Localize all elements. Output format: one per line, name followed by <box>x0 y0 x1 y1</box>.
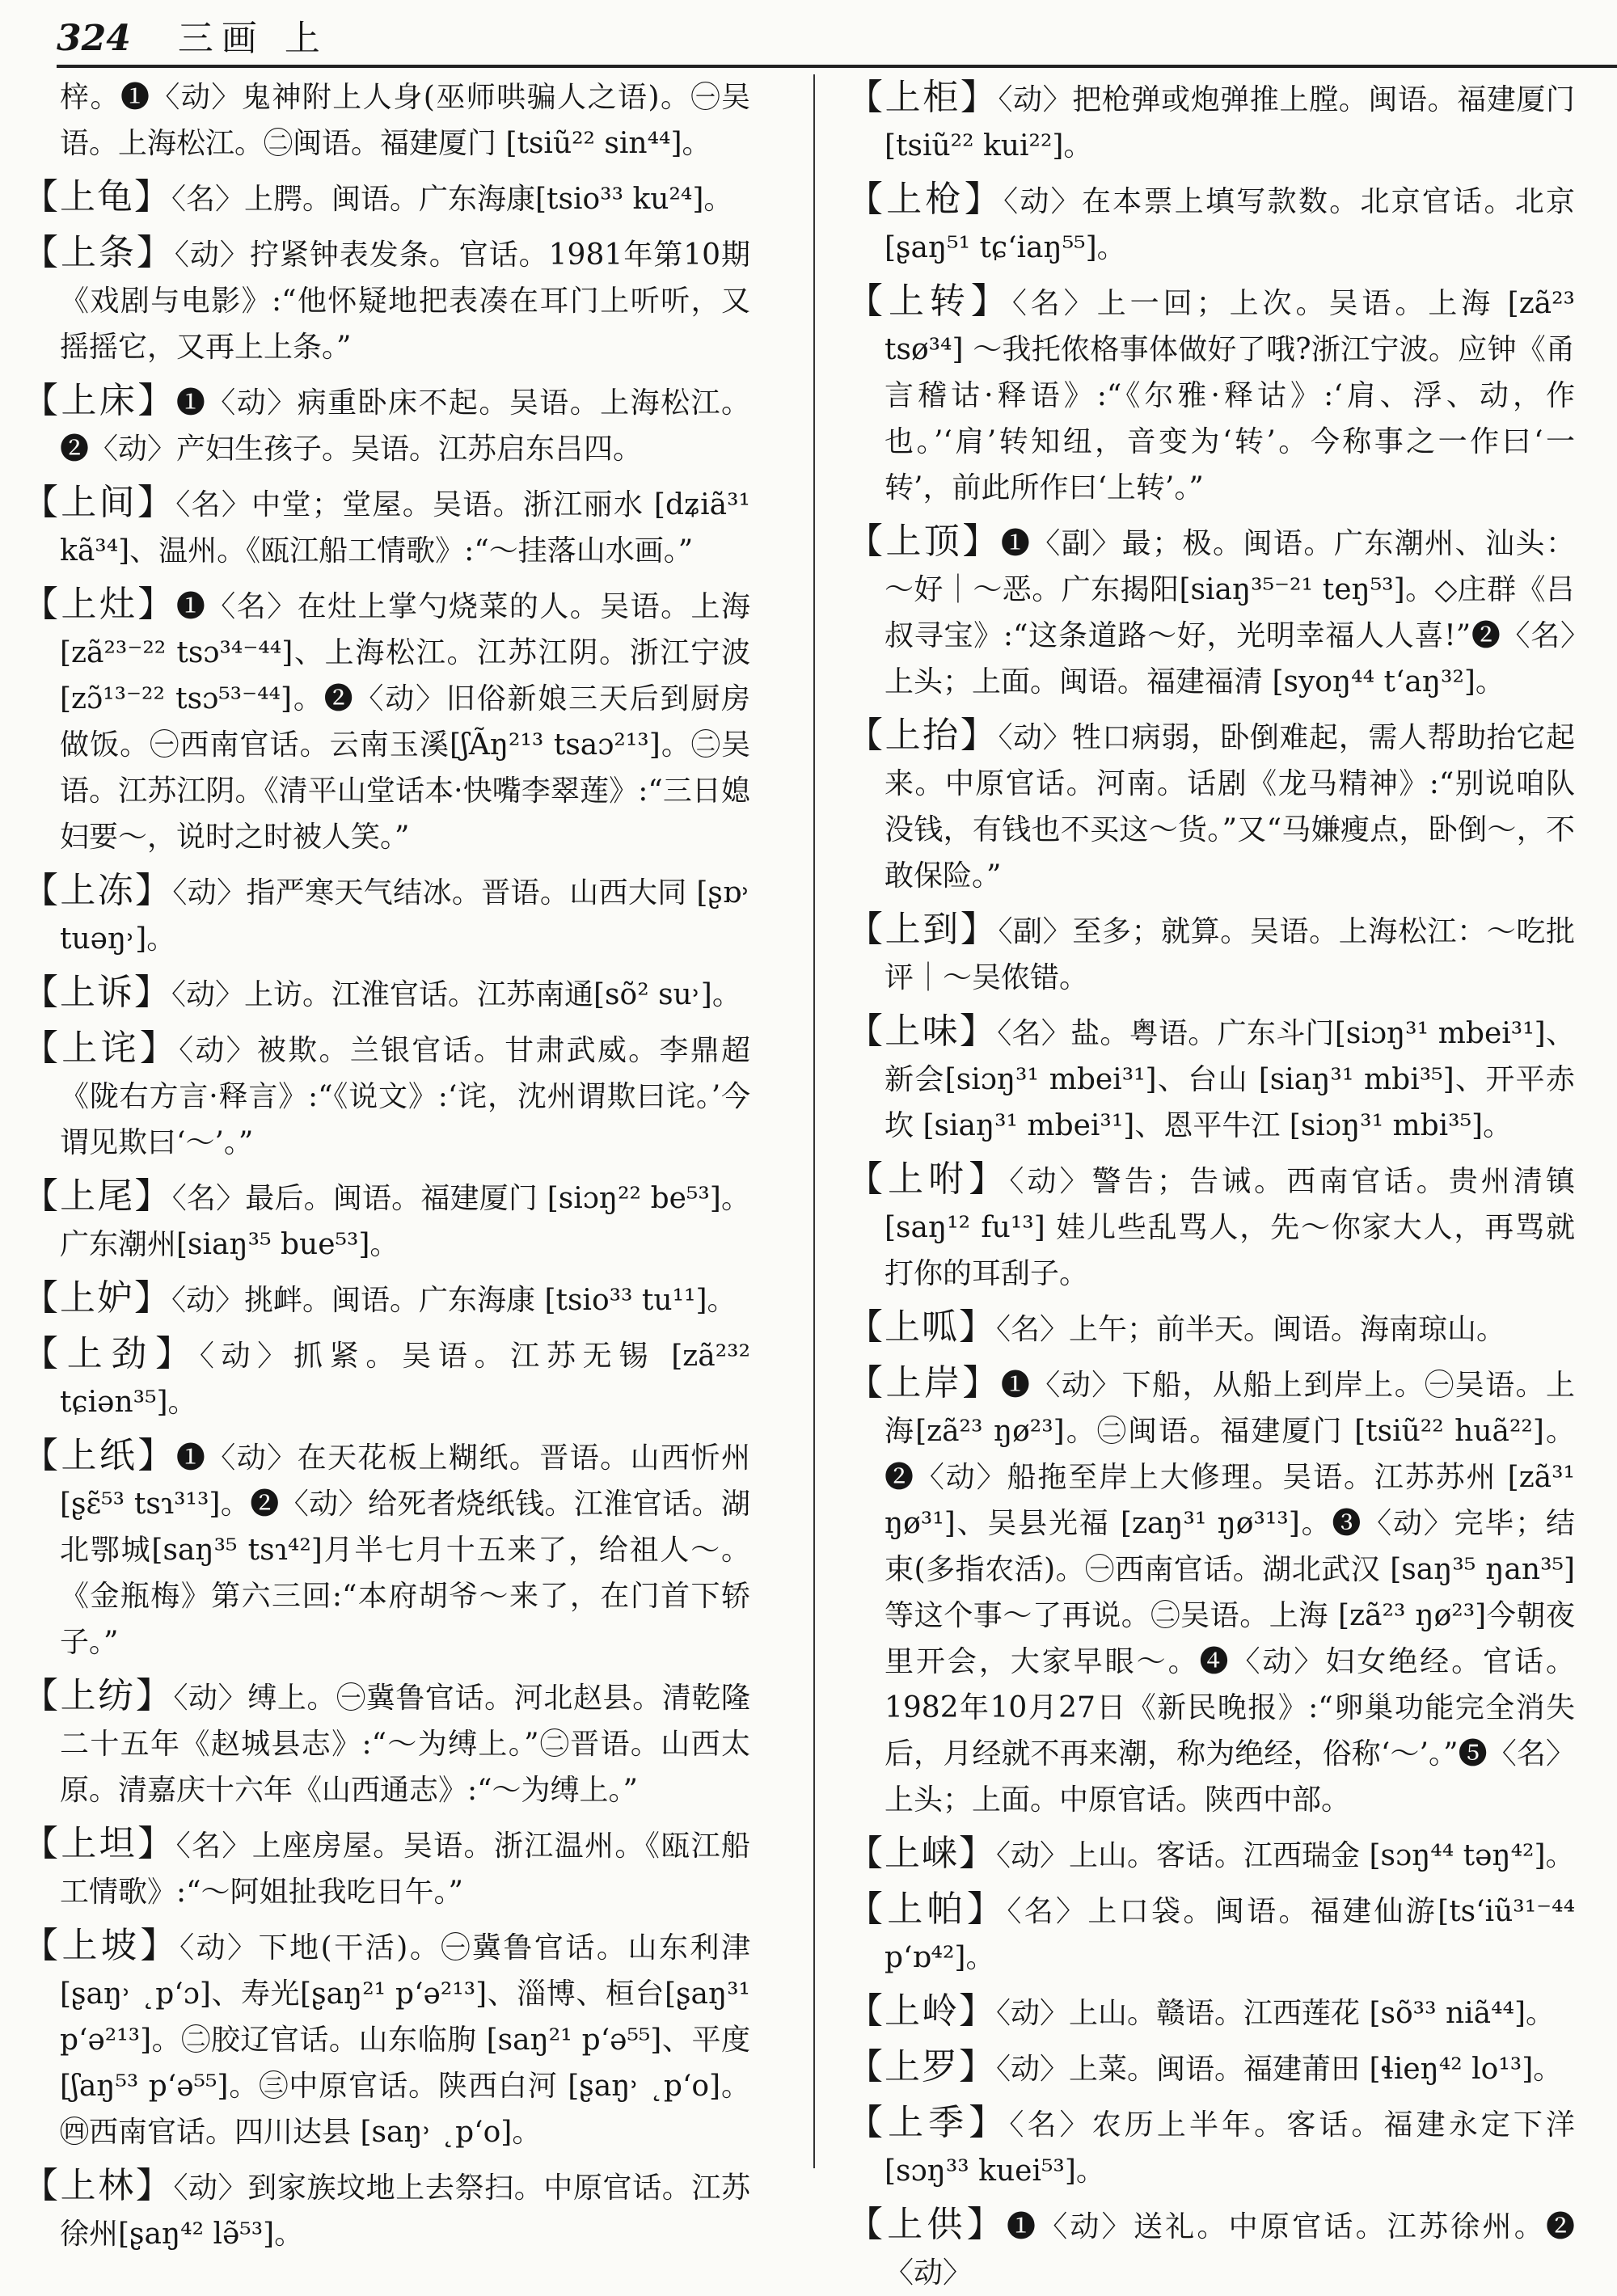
entry-headword: 【上间】 <box>23 482 176 523</box>
section-title: 三画 上 <box>177 18 328 59</box>
column-divider <box>813 74 815 2168</box>
entry-headword: 【上供】 <box>847 2204 1007 2245</box>
dictionary-entry <box>23 1331 750 1425</box>
entry-definition: 〈名〉中堂；堂屋。吴语。浙江丽水 [dʑiã³¹ kã³⁴]、温州。《瓯江船工情歌》:“～挂落山水画。” <box>60 488 750 568</box>
entry-definition: ❶〈名〉在灶上掌勺烧菜的人。吴语。上海 [zã²³⁻²² tsɔ³⁴⁻⁴⁴]、上海松江。江苏江阴。浙江宁波 [zɔ̃¹³⁻²² tsɔ⁵³⁻⁴⁴]。❷〈动〉旧俗新娘三天后到厨房做饭。㊀西南官话。云南玉溪[ʃÃŋ²¹³ tsaɔ²¹³]。㊁吴语。江苏江阴。《清平山堂话本·快嘴李翠莲》:“三日媳妇要～，说时之时被人笑。” <box>60 590 750 854</box>
dictionary-entry <box>23 1821 750 1915</box>
dictionary-entry <box>23 581 750 860</box>
entry-definition: 〈名〉上午；前半天。闽语。海南琼山。 <box>996 1313 1506 1346</box>
entry-headword: 【上龟】 <box>23 176 171 217</box>
dictionary-entry <box>847 1830 1575 1879</box>
dictionary-entry <box>847 1886 1575 1981</box>
dictionary-entry <box>847 518 1575 705</box>
entry-definition: 〈动〉在本票上填写款数。北京官话。北京 [ʂaŋ⁵¹ tɕ‘iaŋ⁵⁵]。 <box>884 185 1575 264</box>
entry-definition: 〈名〉上座房屋。吴语。浙江温州。《瓯江船工情歌》:“～阿姐扯我吃日午。” <box>60 1830 750 1909</box>
entry-headword: 【上灶】 <box>23 584 176 625</box>
dictionary-entry <box>23 378 750 472</box>
entry-definition: 〈动〉牲口病弱，卧倒难起，需人帮助抬它起来。中原官话。河南。话剧《龙马精神》:“别说咱队没钱，有钱也不买这～货。”又“马嫌瘦点，卧倒～，不敢保险。” <box>884 721 1575 893</box>
dictionary-entry <box>847 278 1575 511</box>
entry-definition: 〈动〉下地(干活)。㊀冀鲁官话。山东利津[ʂaŋ˒ ˛p‘ɔ]、寿光[ʂaŋ²¹ p‘ə²¹³]、淄博、桓台[ʂaŋ³¹ p‘ə²¹³]。㊁胶辽官话。山东临朐 [saŋ²¹ p‘ə⁵⁵]、平度 [ʃaŋ⁵³ p‘ə⁵⁵]。㊂中原官话。陕西白河 [ʂaŋ˒ ˛p‘o]。㊃西南官话。四川达县 [saŋ˒ ˛p‘o]。 <box>60 1931 751 2149</box>
entry-definition: ❶〈动〉在天花板上糊纸。晋语。山西忻州 [ʂɛ̃⁵³ tsɿ³¹³]。❷〈动〉给死者烧纸钱。江淮官话。湖北鄂城[saŋ³⁵ tsɿ⁴²]月半七月十五来了，给祖人～。《金瓶梅》第六三回:“本府胡爷～来了，在门首下轿子。” <box>60 1441 750 1659</box>
entry-definition: 〈动〉上菜。闽语。福建莆田 [ɬieŋ⁴² lo¹³]。 <box>996 2053 1563 2086</box>
entry-headword: 【上劲】 <box>23 1333 200 1374</box>
dictionary-entry <box>23 1433 750 1665</box>
dictionary-entry <box>847 2100 1575 2194</box>
entry-definition: 〈名〉最后。闽语。福建厦门 [siɔŋ²² be⁵³]。广东潮州[siaŋ³⁵ bue⁵³]。 <box>60 1182 751 1261</box>
entry-definition: 〈名〉上腭。闽语。广东海康[tsio³³ ku²⁴]。 <box>171 183 733 216</box>
entry-definition: 〈动〉挑衅。闽语。广东海康 [tsio³³ tu¹¹]。 <box>171 1284 737 1317</box>
entry-definition: 〈副〉至多；就算。吴语。上海松江：～吃批评｜～吴侬错。 <box>884 915 1575 994</box>
entry-definition: 〈动〉上山。客话。江西瑞金 [sɔŋ⁴⁴ təŋ⁴²]。 <box>996 1839 1575 1872</box>
dictionary-entry <box>23 969 750 1018</box>
entry-headword: 【上转】 <box>847 281 1012 322</box>
entry-headword: 【上呱】 <box>847 1306 996 1348</box>
entry-headword: 【上到】 <box>847 909 998 950</box>
dictionary-entry <box>847 906 1575 1001</box>
entry-headword: 【上床】 <box>23 380 176 421</box>
entry-definition: 〈动〉上山。赣语。江西莲花 [sõ³³ niã⁴⁴]。 <box>996 1997 1556 2030</box>
dictionary-entry <box>847 712 1575 899</box>
dictionary-entry <box>23 1173 750 1268</box>
dictionary-entry <box>847 74 1575 169</box>
entry-definition: ❶〈动〉送礼。中原官话。江苏徐州。❷〈动〉 <box>884 2210 1575 2290</box>
entry-headword: 【上条】 <box>23 232 175 273</box>
dictionary-entry <box>23 1275 750 1323</box>
entry-definition: 梓。❶〈动〉鬼神附上人身(巫师哄骗人之语)。㊀吴语。上海松江。㊁闽语。福建厦门 [tsiũ²² sin⁴⁴]。 <box>60 81 750 160</box>
entry-headword: 【上尾】 <box>23 1175 172 1217</box>
entry-headword: 【上咐】 <box>847 1159 1010 1200</box>
right-column <box>847 74 1576 2290</box>
entry-headword: 【上枪】 <box>847 179 1004 220</box>
entry-definition: 〈动〉把枪弹或炮弹推上膛。闽语。福建厦门 [tsiũ²² kui²²]。 <box>884 83 1575 162</box>
entry-headword: 【上林】 <box>23 2165 174 2206</box>
dictionary-entry <box>23 867 750 962</box>
dictionary-entry <box>23 2163 750 2257</box>
entry-definition: 〈名〉上口袋。闽语。福建仙游[ts‘iũ³¹⁻⁴⁴ p‘ɒ⁴²]。 <box>884 1895 1576 1974</box>
dictionary-entry <box>847 1304 1575 1353</box>
dictionary-entry <box>23 479 750 574</box>
dictionary-entry <box>847 1988 1575 2036</box>
entry-headword: 【上坡】 <box>23 1925 180 1966</box>
entry-headword: 【上帕】 <box>847 1889 1007 1930</box>
dictionary-entry <box>847 2044 1575 2092</box>
entry-definition: 〈动〉上访。江淮官话。江苏南通[sõ² su˒]。 <box>171 978 741 1011</box>
dictionary-entry <box>847 1360 1575 1823</box>
entry-headword: 【上纺】 <box>23 1675 174 1716</box>
entry-definition: 〈动〉到家族坟地上去祭扫。中原官话。江苏徐州[ʂaŋ⁴² lə̃⁵³]。 <box>60 2171 750 2251</box>
entry-headword: 【上诉】 <box>23 972 171 1013</box>
entry-headword: 【上柜】 <box>847 77 998 118</box>
dictionary-entry <box>23 1673 750 1813</box>
entry-definition: ❶〈动〉病重卧床不起。吴语。上海松江。❷〈动〉产妇生孩子。吴语。江苏启东吕四。 <box>60 386 750 466</box>
entry-headword: 【上岸】 <box>847 1362 1001 1403</box>
entry-definition: 〈名〉农历上半年。客话。福建永定下洋 [sɔŋ³³ kuei⁵³]。 <box>884 2108 1575 2188</box>
entry-definition: 〈名〉盐。粤语。广东斗门[siɔŋ³¹ mbei³¹]、新会[siɔŋ³¹ mbei³¹]、台山 [siaŋ³¹ mbi³⁵]、开平赤坎 [siaŋ³¹ mbei³¹]、恩平牛江 [siɔŋ³¹ mbi³⁵]。 <box>884 1017 1575 1142</box>
entry-definition: ❶〈副〉最；极。闽语。广东潮州、汕头：～好｜～恶。广东揭阳[siaŋ³⁵⁻²¹ teŋ⁵³]。◇庄群《吕叔寻宝》:“这条道路～好，光明幸福人人喜!”❷〈名〉上头；上面。闽语。福建福清 [syoŋ⁴⁴ t‘aŋ³²]。 <box>884 527 1575 699</box>
entry-headword: 【上岭】 <box>847 1990 996 2032</box>
entry-headword: 【上妒】 <box>23 1277 171 1319</box>
entry-definition: ❶〈动〉下船，从船上到岸上。㊀吴语。上海[zã²³ ŋø²³]。㊁闽语。福建厦门 [tsiũ²² huã²²]。❷〈动〉船拖至岸上大修理。吴语。江苏苏州 [zã³¹ ŋø³¹]、吴县光福 [zaŋ³¹ ŋø³¹³]。❸〈动〉完毕；结束(多指农活)。㊀西南官话。湖北武汉 [saŋ³⁵ ŋan³⁵] 等这个事～了再说。㊁吴语。上海 [zã²³ ŋø²³]今朝夜里开会，大家早眼～。❹〈动〉妇女绝经。官话。1982年10月27日《新民晚报》:“卵巢功能完全消失后，月经就不再来潮，称为绝经，俗称‘～’。”❺〈名〉上头；上面。中原官话。陕西中部。 <box>884 1369 1575 1817</box>
entry-headword: 【上崃】 <box>847 1833 996 1874</box>
dictionary-entry <box>847 2201 1575 2296</box>
entry-definition: 〈动〉指严寒天气结冰。晋语。山西大同 [ʂɒ˒ tuəŋ˒]。 <box>60 876 750 956</box>
entry-definition: 〈动〉拧紧钟表发条。官话。1981年第10期《戏剧与电影》:“他怀疑地把表凑在耳门上听听，又摇摇它，又再上上条。” <box>60 238 750 364</box>
entry-headword: 【上坦】 <box>23 1823 176 1864</box>
entry-definition: 〈名〉上一回；上次。吴语。上海 [zã²³ tsø³⁴] ～我托侬格事体做好了哦?浙江宁波。应钟《甬言稽诂·释语》:“《尔雅·释诂》:‘肩、浮、动，作也。’‘肩’转知纽，音变为‘转’。今称事之一作曰‘一转’，前此所作曰‘上转’。” <box>884 287 1575 504</box>
entry-headword: 【上季】 <box>847 2102 1010 2143</box>
page-number: 324 <box>57 18 131 59</box>
dictionary-entry <box>847 1008 1575 1149</box>
entry-headword: 【上顶】 <box>847 521 1001 562</box>
entry-headword: 【上味】 <box>847 1011 998 1052</box>
entry-headword: 【上罗】 <box>847 2046 996 2087</box>
entry-headword: 【上抬】 <box>847 715 998 756</box>
entry-headword: 【上纸】 <box>23 1435 176 1476</box>
left-column <box>23 74 751 2251</box>
entry-definition: 〈动〉抓紧。吴语。江苏无锡 [zã²³² tɕiən³⁵]。 <box>60 1340 750 1419</box>
entry-definition: 〈动〉警告；告诫。西南官话。贵州清镇 [saŋ¹² fu¹³] 娃儿些乱骂人，先～你家大人，再骂就打你的耳刮子。 <box>884 1165 1575 1290</box>
dictionary-entry <box>847 176 1575 271</box>
entry-headword: 【上诧】 <box>23 1028 179 1069</box>
entry-definition: 〈动〉被欺。兰银官话。甘肃武威。李鼎超《陇右方言·释言》:“《说文》:‘诧，沈州谓欺曰诧。’今谓见欺曰‘～’。” <box>60 1034 750 1159</box>
entry-headword: 【上冻】 <box>23 870 173 911</box>
dictionary-entry <box>23 230 750 370</box>
dictionary-entry <box>847 1156 1575 1297</box>
page-header <box>57 13 1617 68</box>
dictionary-entry <box>23 174 750 222</box>
dictionary-entry <box>23 1025 750 1166</box>
entry-definition: 〈动〉缚上。㊀冀鲁官话。河北赵县。清乾隆二十五年《赵城县志》:“～为缚上。”㊁晋语。山西太原。清嘉庆十六年《山西通志》:“～为缚上。” <box>60 1682 750 1807</box>
dictionary-entry <box>23 74 750 167</box>
dictionary-entry <box>23 1922 750 2155</box>
